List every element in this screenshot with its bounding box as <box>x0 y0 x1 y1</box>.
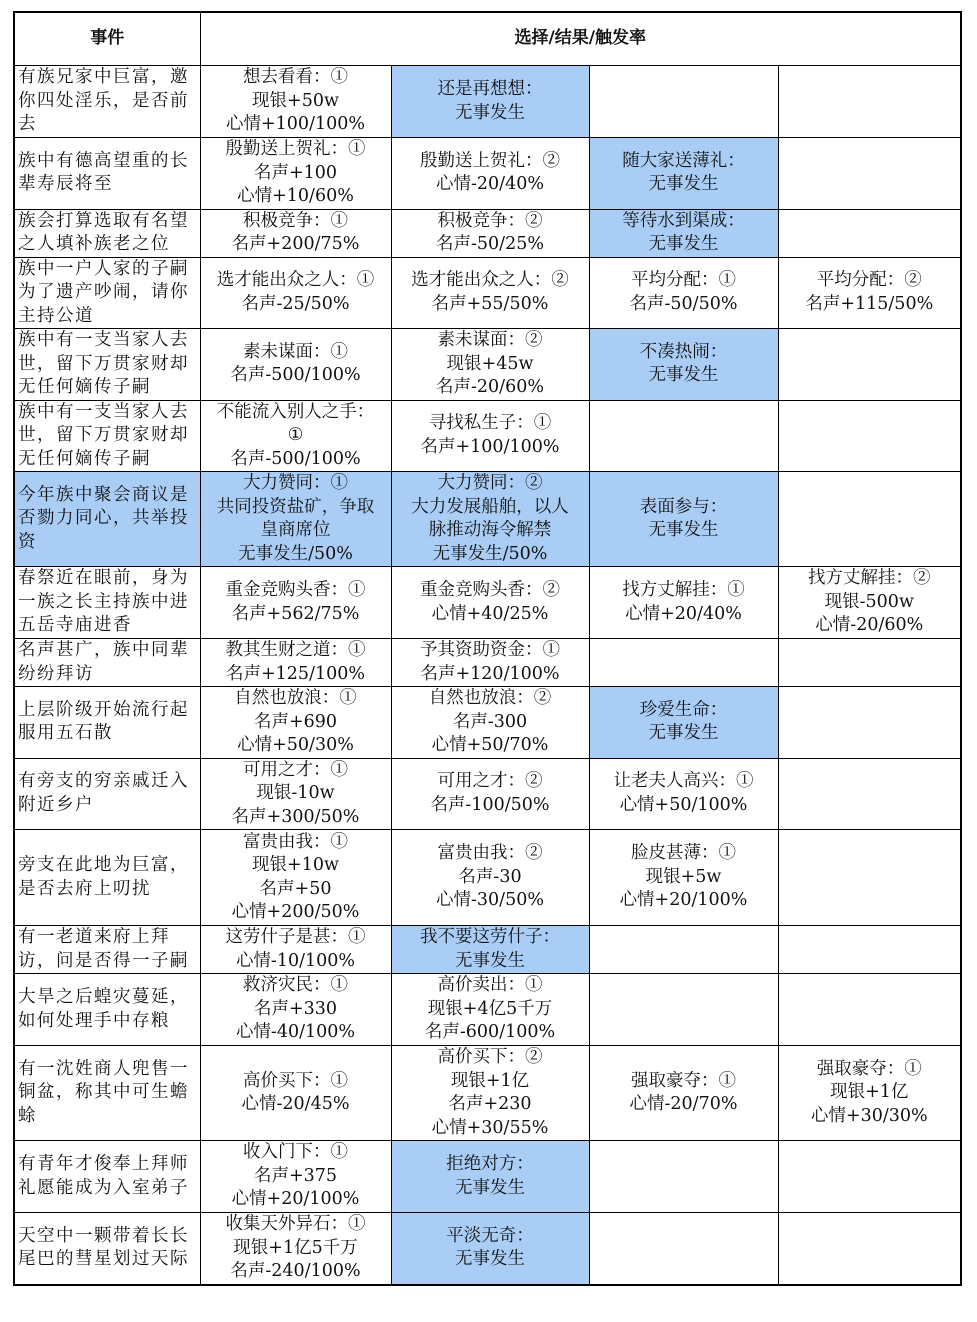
choice-cell-2 <box>391 639 589 687</box>
choice-cell-4 <box>778 472 961 567</box>
choice-cell-2 <box>391 1213 589 1285</box>
choice-line: 无事发生 <box>648 520 719 540</box>
choice-line: 积极竞争：② <box>437 210 543 231</box>
choice-line: 素未谋面：① <box>243 341 348 362</box>
choice-cell-4 <box>778 1213 961 1285</box>
choice-line: 珍爱生命： <box>639 699 728 720</box>
choice-cell-3 <box>589 209 778 257</box>
choice-line: 随大家送薄礼： <box>622 150 745 171</box>
choice-line: 我不要这劳什子： <box>420 927 560 947</box>
event-cell <box>14 138 200 210</box>
event-cell <box>14 830 200 926</box>
choice-line: 名声-100/50% <box>430 794 550 815</box>
choice-line: 选才能出众之人：② <box>411 270 569 291</box>
choice-line: 大力赞同：① <box>243 473 348 493</box>
choice-line: 寻找私生子：① <box>428 413 552 434</box>
choice-line: 无事发生 <box>648 723 719 744</box>
choice-cell-3 <box>589 830 778 926</box>
event-text: 族会打算选取有名望之人填补族老之位 <box>18 210 189 254</box>
choice-line: 无事发生 <box>648 234 719 254</box>
choice-line: 心情+20/100% <box>619 890 748 911</box>
choice-line: 无事发生 <box>455 102 525 123</box>
header-row <box>14 12 961 66</box>
choice-line: 高价买下：① <box>243 1070 348 1091</box>
choice-line: 名声-500/100% <box>230 365 361 386</box>
choice-line: 无事发生 <box>455 1249 525 1270</box>
event-text: 族中有德高望重的长辈寿辰将至 <box>18 150 189 195</box>
choice-cell-2 <box>391 257 589 329</box>
table-row <box>14 400 961 472</box>
choice-line: 救济灾民：① <box>243 975 348 996</box>
choice-line: 可用之才：① <box>243 759 348 780</box>
choice-line: 拒绝对方： <box>446 1154 534 1174</box>
choice-line: 名声+200/75% <box>231 234 360 254</box>
choice-line: 心情-20/40% <box>436 174 544 195</box>
choice-line: 现银+45w <box>446 353 534 374</box>
choice-line: 让老夫人高兴：① <box>613 771 754 792</box>
event-cell <box>14 209 200 257</box>
choice-cell-1 <box>200 1046 391 1141</box>
choice-line: 收集天外异石：① <box>225 1214 366 1234</box>
choice-line: 名声-50/25% <box>436 234 544 254</box>
choice-line: 重金竞购头香：② <box>420 580 560 600</box>
choice-line: 等待水到渠成： <box>622 210 745 231</box>
choice-line: 还是再想想： <box>437 79 543 99</box>
event-cell <box>14 257 200 329</box>
choice-cell-3 <box>589 1046 778 1141</box>
choice-line: 心情+50/70% <box>431 735 549 755</box>
choice-line: 现银+1亿 <box>830 1082 909 1103</box>
choice-cell-2 <box>391 567 589 639</box>
choice-cell-4 <box>778 758 961 830</box>
choice-cell-1 <box>200 400 391 472</box>
choice-line: 现银+1亿 <box>450 1070 530 1091</box>
choice-cell-1 <box>200 257 391 329</box>
choice-cell-4 <box>778 974 961 1046</box>
choice-line: 名声+125/100% <box>226 663 365 684</box>
event-cell <box>14 687 200 759</box>
choice-line: 共同投资盐矿，争取 <box>216 496 375 517</box>
choice-line: 现银+50w <box>252 90 339 111</box>
choice-line: 收入门下：① <box>243 1142 348 1163</box>
event-text: 有旁支的穷亲戚迁入附近乡户 <box>18 771 189 815</box>
choice-cell-2 <box>391 830 589 926</box>
choice-line: 心情-30/50% <box>436 890 544 911</box>
event-text: 旁支在此地为巨富，是否去府上叨扰 <box>18 855 189 899</box>
choice-line: 富贵由我：② <box>437 843 543 864</box>
table-row <box>14 639 961 687</box>
choice-line: 心情+40/25% <box>431 603 549 624</box>
choice-line: 找方丈解挂：② <box>808 568 931 589</box>
event-table-container <box>13 11 962 1286</box>
choice-line: 名声-600/100% <box>424 1022 556 1043</box>
event-cell <box>14 329 200 401</box>
choice-cell-3 <box>589 400 778 472</box>
event-text: 今年族中聚会商议是否勠力同心，共举投资 <box>18 484 189 552</box>
event-text: 春祭近在眼前，身为一族之长主持族中进五岳寺庙进香 <box>18 568 189 636</box>
choice-line: 自然也放浪：② <box>428 688 552 708</box>
choice-cell-2 <box>391 926 589 974</box>
table-row <box>14 974 961 1046</box>
event-text: 上层阶级开始流行起服用五石散 <box>18 699 189 744</box>
choice-line: 不凑热闹： <box>639 341 728 362</box>
choice-cell-4 <box>778 639 961 687</box>
choice-cell-3 <box>589 138 778 210</box>
choice-line: 想去看看：① <box>243 67 348 88</box>
choice-cell-3 <box>589 257 778 329</box>
choice-line: 不能流入别人之手： <box>216 401 375 422</box>
choice-cell-3 <box>589 472 778 567</box>
choice-cell-3 <box>589 926 778 974</box>
table-row <box>14 257 961 329</box>
choice-line: 心情+20/40% <box>625 603 742 624</box>
choice-cell-4 <box>778 687 961 759</box>
choice-line: 脉推动海令解禁 <box>428 520 552 540</box>
table-row <box>14 567 961 639</box>
choice-line: 名声+690 <box>253 711 338 732</box>
choice-line: 找方丈解挂：① <box>622 580 745 600</box>
choice-cell-1 <box>200 567 391 639</box>
table-row <box>14 830 961 926</box>
table-row <box>14 687 961 759</box>
choice-line: 名声-25/50% <box>241 293 350 314</box>
choice-cell-1 <box>200 926 391 974</box>
event-cell <box>14 1046 200 1141</box>
choice-line: ① <box>287 425 304 445</box>
choice-cell-2 <box>391 687 589 759</box>
choice-cell-3 <box>589 1213 778 1285</box>
event-text: 天空中一颗带着长长尾巴的彗星划过天际 <box>18 1225 189 1270</box>
choice-line: 无事发生/50% <box>238 543 353 564</box>
choice-line: 无事发生 <box>455 950 525 971</box>
choice-cell-1 <box>200 639 391 687</box>
choice-line: 选才能出众之人：① <box>216 270 375 291</box>
choice-line: 名声+300/50% <box>231 806 360 827</box>
choice-line: 心情-20/45% <box>241 1094 350 1114</box>
choice-line: 现银+1亿5千万 <box>233 1237 358 1258</box>
event-cell <box>14 758 200 830</box>
choice-line: 表面参与： <box>639 496 728 517</box>
table-row <box>14 1141 961 1213</box>
choice-cell-1 <box>200 1141 391 1213</box>
choice-cell-2 <box>391 1046 589 1141</box>
table-body <box>14 66 961 1285</box>
choice-cell-4 <box>778 138 961 210</box>
choice-line: 名声+120/100% <box>420 663 560 684</box>
choice-line: 心情-20/60% <box>815 615 924 636</box>
choice-cell-2 <box>391 138 589 210</box>
choice-line: 名声+562/75% <box>231 603 360 624</box>
choice-line: 大力发展船舶，以人 <box>411 496 569 517</box>
choice-cell-4 <box>778 926 961 974</box>
choice-line: 脸皮甚薄：① <box>631 843 736 864</box>
header-event: 事件 <box>14 12 200 66</box>
table-row <box>14 758 961 830</box>
event-cell <box>14 1213 200 1285</box>
choice-cell-4 <box>778 66 961 138</box>
choice-cell-1 <box>200 687 391 759</box>
choice-cell-2 <box>391 209 589 257</box>
choice-line: 强取豪夺：① <box>631 1070 736 1091</box>
choice-line: 名声-240/100% <box>230 1261 361 1281</box>
choice-cell-1 <box>200 974 391 1046</box>
choice-cell-2 <box>391 1141 589 1213</box>
choice-line: 无事发生 <box>455 1177 525 1198</box>
event-text: 有一沈姓商人兜售一铜盆，称其中可生蟾蜍 <box>18 1058 189 1126</box>
choice-cell-1 <box>200 1213 391 1285</box>
choice-cell-1 <box>200 66 391 138</box>
choice-line: 名声+375 <box>253 1165 338 1186</box>
choice-line: 重金竞购头香：① <box>225 580 366 600</box>
table-row <box>14 1046 961 1141</box>
choice-line: 殷勤送上贺礼：② <box>420 150 560 171</box>
choice-line: 素未谋面：② <box>437 330 543 350</box>
choice-line: 高价卖出：① <box>437 975 543 996</box>
choice-cell-1 <box>200 329 391 401</box>
choice-line: 心情-40/100% <box>235 1022 356 1043</box>
event-table <box>13 11 962 1286</box>
choice-line: 名声+115/50% <box>805 293 934 314</box>
choice-line: 名声+230 <box>448 1094 532 1114</box>
choice-cell-3 <box>589 329 778 401</box>
choice-line: 名声-20/60% <box>436 377 544 397</box>
event-cell <box>14 472 200 567</box>
choice-line: 名声+100/100% <box>420 436 560 457</box>
choice-cell-2 <box>391 472 589 567</box>
choice-line: 心情+200/50% <box>231 902 360 922</box>
header-choices: 选择/结果/触发率 <box>200 12 961 66</box>
choice-line: 现银-500w <box>824 591 914 612</box>
choice-cell-1 <box>200 209 391 257</box>
choice-line: 心情+30/55% <box>431 1117 549 1138</box>
choice-cell-1 <box>200 758 391 830</box>
choice-line: 平均分配：② <box>816 270 922 291</box>
event-cell <box>14 567 200 639</box>
choice-cell-1 <box>200 830 391 926</box>
table-row <box>14 138 961 210</box>
table-row <box>14 329 961 401</box>
table-row <box>14 209 961 257</box>
choice-line: 无事发生 <box>648 365 719 386</box>
table-row <box>14 926 961 974</box>
choice-line: 可用之才：② <box>437 771 543 792</box>
choice-cell-3 <box>589 639 778 687</box>
choice-line: 心情+100/100% <box>226 114 365 135</box>
choice-line: 积极竞争：① <box>243 210 348 231</box>
event-cell <box>14 974 200 1046</box>
choice-cell-2 <box>391 66 589 138</box>
choice-cell-4 <box>778 329 961 401</box>
choice-line: 名声+50 <box>259 878 332 899</box>
choice-line: 名声+100 <box>253 162 338 183</box>
choice-line: 名声-300 <box>452 711 528 732</box>
choice-line: 心情+50/30% <box>237 735 354 755</box>
choice-cell-2 <box>391 974 589 1046</box>
choice-cell-4 <box>778 257 961 329</box>
choice-line: 现银-10w <box>256 783 335 803</box>
choice-line: 自然也放浪：① <box>234 688 357 708</box>
choice-line: 心情-20/70% <box>629 1094 738 1114</box>
event-text: 大旱之后蝗灾蔓延，如何处理手中存粮 <box>18 987 189 1031</box>
choice-cell-4 <box>778 567 961 639</box>
choice-cell-3 <box>589 1141 778 1213</box>
choice-cell-3 <box>589 974 778 1046</box>
event-cell <box>14 1141 200 1213</box>
table-row <box>14 1213 961 1285</box>
choice-cell-2 <box>391 758 589 830</box>
choice-line: 名声-500/100% <box>230 448 361 469</box>
choice-line: 名声-30 <box>458 866 522 887</box>
choice-line: 名声-50/50% <box>629 293 738 314</box>
choice-cell-3 <box>589 567 778 639</box>
choice-cell-3 <box>589 758 778 830</box>
event-text: 族中一户人家的子嗣为了遗产吵闹，请你主持公道 <box>18 258 189 326</box>
choice-line: 高价买下：② <box>437 1047 543 1067</box>
event-text: 有一老道来府上拜访，问是否得一子嗣 <box>18 927 189 971</box>
choice-cell-1 <box>200 472 391 567</box>
choice-cell-4 <box>778 830 961 926</box>
choice-line: 无事发生 <box>648 174 719 195</box>
choice-line: 教其生财之道：① <box>225 640 366 660</box>
choice-line: 心情+20/100% <box>231 1189 360 1210</box>
event-text: 族中有一支当家人去世，留下万贯家财却无任何嫡传子嗣 <box>18 330 189 397</box>
choice-line: 平淡无奇： <box>446 1225 534 1246</box>
choice-cell-4 <box>778 400 961 472</box>
choice-cell-4 <box>778 209 961 257</box>
choice-line: 心情+10/60% <box>237 186 354 206</box>
choice-line: 平均分配：① <box>631 270 736 291</box>
choice-line: 皇商席位 <box>260 520 331 540</box>
choice-line: 强取豪夺：① <box>816 1058 922 1079</box>
event-text: 名声甚广，族中同辈纷纷拜访 <box>18 640 189 684</box>
table-row <box>14 66 961 138</box>
choice-line: 这劳什子是甚：① <box>225 927 366 947</box>
event-cell <box>14 66 200 138</box>
choice-cell-4 <box>778 1141 961 1213</box>
choice-line: 现银+10w <box>252 855 339 875</box>
choice-cell-3 <box>589 687 778 759</box>
choice-line: 名声+55/50% <box>431 293 549 314</box>
event-cell <box>14 639 200 687</box>
choice-cell-3 <box>589 66 778 138</box>
choice-line: 富贵由我：① <box>243 831 348 852</box>
choice-cell-4 <box>778 1046 961 1141</box>
choice-line: 心情-10/100% <box>235 950 356 971</box>
choice-line: 大力赞同：② <box>437 473 543 493</box>
event-text: 有族兄家中巨富，邀你四处淫乐，是否前去 <box>18 67 189 135</box>
choice-line: 现银+4亿5千万 <box>427 998 553 1019</box>
choice-line: 殷勤送上贺礼：① <box>225 139 366 159</box>
event-text: 族中有一支当家人去世，留下万贯家财却无任何嫡传子嗣 <box>18 401 189 469</box>
table-row <box>14 472 961 567</box>
choice-line: 无事发生/50% <box>432 543 548 564</box>
event-cell <box>14 926 200 974</box>
choice-line: 予其资助资金：① <box>420 640 560 660</box>
choice-line: 心情+50/100% <box>619 794 748 815</box>
event-text: 有青年才俊奉上拜师礼愿能成为入室弟子 <box>18 1154 189 1198</box>
choice-cell-2 <box>391 400 589 472</box>
event-cell <box>14 400 200 472</box>
choice-cell-2 <box>391 329 589 401</box>
choice-line: 现银+5w <box>645 866 722 887</box>
choice-line: 名声+330 <box>253 998 338 1019</box>
choice-cell-1 <box>200 138 391 210</box>
choice-line: 心情+30/30% <box>810 1105 928 1126</box>
